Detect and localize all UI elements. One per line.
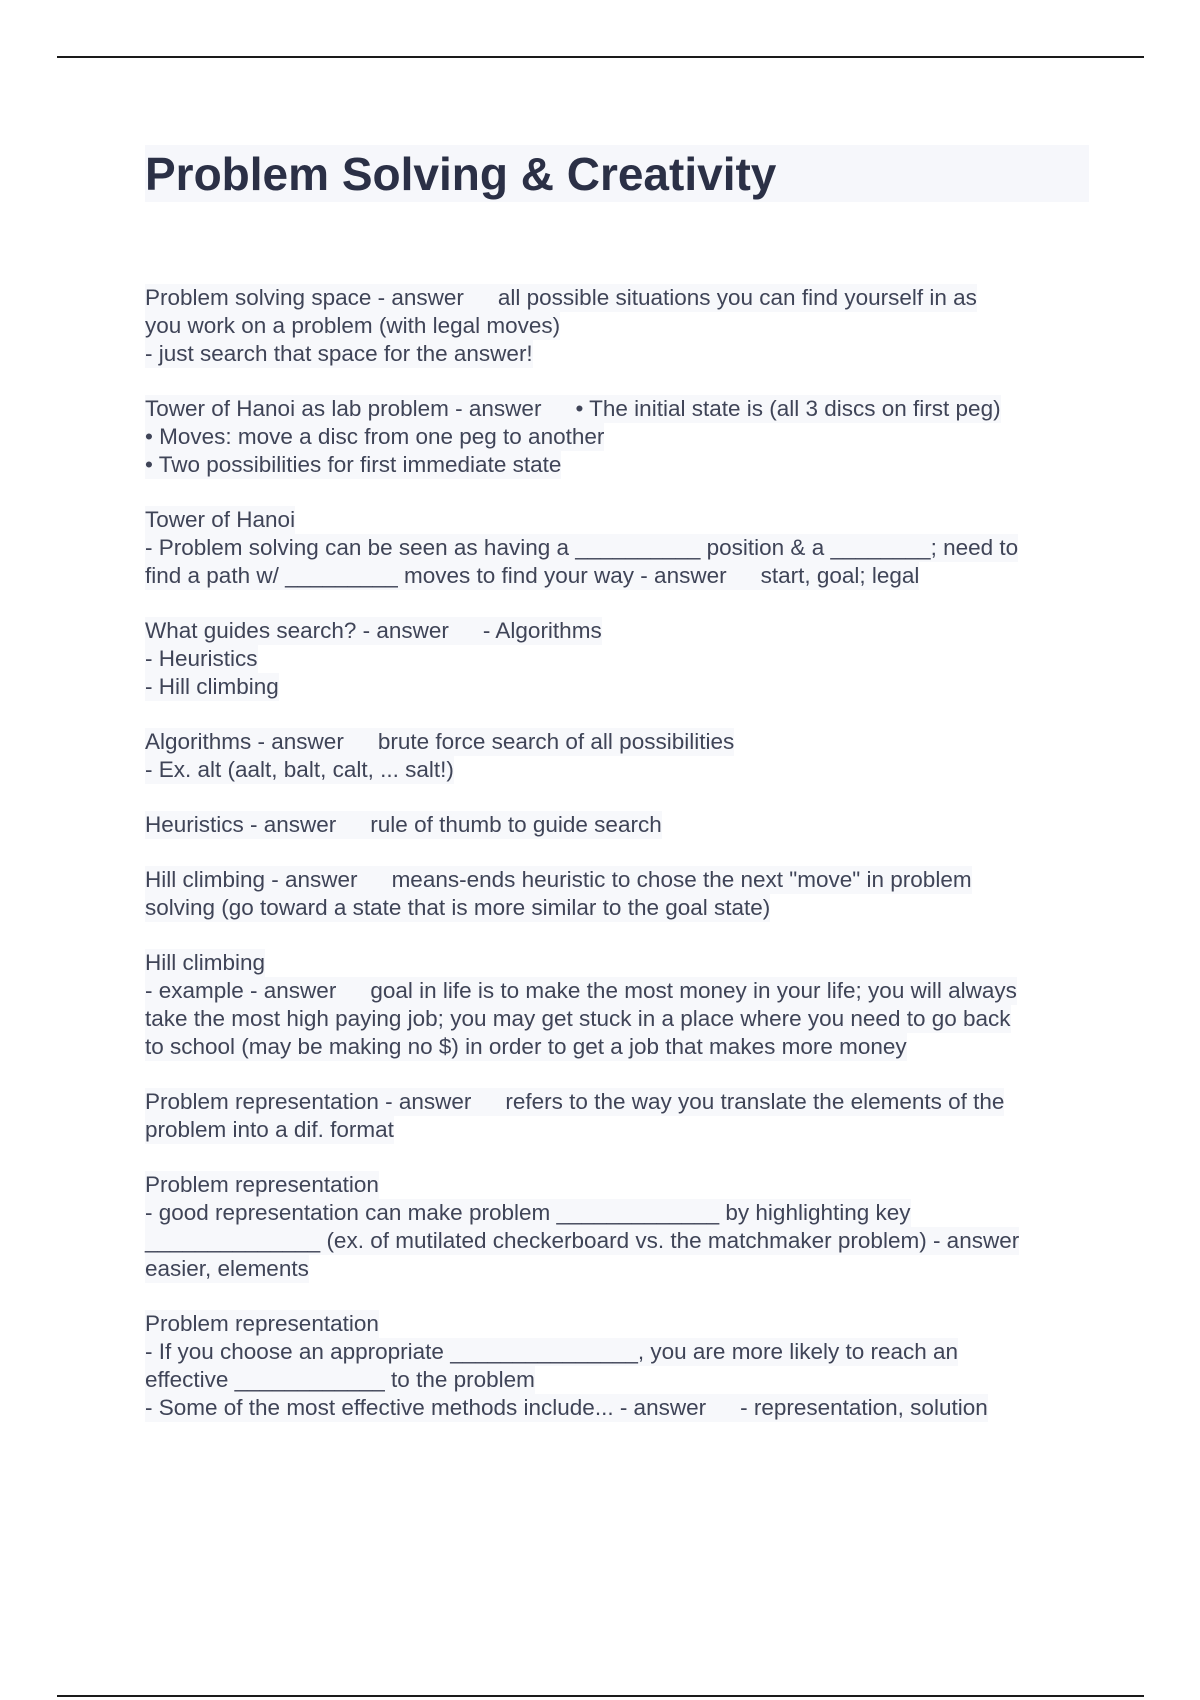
flashcard-line xyxy=(145,977,1017,1005)
flashcard-item xyxy=(145,811,1095,839)
flashcard-line xyxy=(145,1227,1019,1255)
flashcard-text: - Problem solving can be seen as having a __________ position & a ________; need to xyxy=(145,535,1019,560)
flashcard-line xyxy=(145,811,662,839)
flashcard-line xyxy=(145,562,919,590)
flashcard-answer: rule of thumb to guide search xyxy=(370,812,662,837)
flashcard-text: to school (may be making no $) in order to get a job that makes more money xyxy=(145,1034,907,1059)
flashcard-item xyxy=(145,1171,1095,1283)
flashcard-answer: means-ends heuristic to chose the next "move" in problem xyxy=(391,867,972,892)
flashcard-answer: refers to the way you translate the elements of the xyxy=(505,1089,1005,1114)
flashcard-text: Hill climbing - answer xyxy=(145,867,358,892)
flashcard-answer: - representation, solution xyxy=(740,1395,988,1420)
flashcard-line xyxy=(145,1171,379,1199)
flashcard-answer: - Algorithms xyxy=(482,618,602,643)
flashcard-line xyxy=(145,756,454,784)
flashcard-text: Algorithms - answer xyxy=(145,729,344,754)
flashcard-answer: start, goal; legal xyxy=(760,563,920,588)
flashcard-text: - Ex. alt (aalt, balt, calt, ... salt!) xyxy=(145,757,454,782)
flashcard-answer: goal in life is to make the most money in your life; you will always xyxy=(370,978,1017,1003)
flashcard-line xyxy=(145,423,604,451)
flashcard-text: problem into a dif. format xyxy=(145,1117,394,1142)
flashcard-line xyxy=(145,1310,379,1338)
flashcard-item xyxy=(145,395,1095,479)
flashcard-line xyxy=(145,1033,907,1061)
flashcard-item xyxy=(145,866,1095,922)
flashcard-text: - Heuristics xyxy=(145,646,258,671)
flashcard-text: Problem solving space - answer xyxy=(145,285,464,310)
flashcard-line xyxy=(145,1338,958,1366)
flashcard-text: • Moves: move a disc from one peg to another xyxy=(145,424,605,449)
flashcard-item xyxy=(145,728,1095,784)
flashcard-line xyxy=(145,894,770,922)
flashcard-line xyxy=(145,645,258,673)
flashcard-item xyxy=(145,284,1095,368)
flashcard-text: - example - answer xyxy=(145,978,337,1003)
flashcard-item xyxy=(145,949,1095,1061)
page-title: Problem Solving & Creativity xyxy=(145,148,777,200)
flashcard-text: - If you choose an appropriate _______________, you are more likely to reach an xyxy=(145,1339,959,1364)
flashcard-text: you work on a problem (with legal moves) xyxy=(145,313,561,338)
flashcard-text: effective ____________ to the problem xyxy=(145,1367,535,1392)
flashcard-line xyxy=(145,534,1018,562)
flashcard-text: easier, elements xyxy=(145,1256,309,1281)
flashcard-text: Heuristics - answer xyxy=(145,812,337,837)
flashcard-line xyxy=(145,340,533,368)
flashcard-line xyxy=(145,1088,1004,1116)
flashcard-text: solving (go toward a state that is more similar to the goal state) xyxy=(145,895,771,920)
flashcard-text: find a path w/ _________ moves to find your way - answer xyxy=(145,563,727,588)
flashcard-text: Tower of Hanoi as lab problem - answer xyxy=(145,396,542,421)
flashcard-line xyxy=(145,1366,535,1394)
flashcard-text: - Hill climbing xyxy=(145,674,279,699)
flashcard-text: What guides search? - answer xyxy=(145,618,449,643)
flashcard-line xyxy=(145,1116,394,1144)
flashcard-text: • Two possibilities for first immediate state xyxy=(145,452,562,477)
flashcard-answer: • The initial state is (all 3 discs on first peg) xyxy=(575,396,1001,421)
flashcard-line xyxy=(145,617,602,645)
flashcard-text: take the most high paying job; you may get stuck in a place where you need to go back xyxy=(145,1006,1011,1031)
title-block xyxy=(145,145,1089,202)
flashcard-text: Problem representation - answer xyxy=(145,1089,472,1114)
top-rule xyxy=(57,56,1144,58)
flashcard-line xyxy=(145,395,1001,423)
flashcard-line xyxy=(145,451,561,479)
flashcard-item xyxy=(145,617,1095,701)
flashcard-line xyxy=(145,1199,911,1227)
flashcard-item xyxy=(145,1088,1095,1144)
flashcard-line xyxy=(145,1255,309,1283)
flashcard-text: Problem representation xyxy=(145,1311,379,1336)
flashcard-text: Problem representation xyxy=(145,1172,379,1197)
flashcard-item xyxy=(145,1310,1095,1422)
flashcard-answer: all possible situations you can find yourself in as xyxy=(497,285,977,310)
flashcard-text: - good representation can make problem _____________ by highlighting key xyxy=(145,1200,911,1225)
flashcard-answer: brute force search of all possibilities xyxy=(377,729,735,754)
flashcard-list xyxy=(145,284,1095,1449)
flashcard-text: Hill climbing xyxy=(145,950,266,975)
flashcard-line xyxy=(145,284,977,312)
flashcard-text: - Some of the most effective methods include... - answer xyxy=(145,1395,707,1420)
flashcard-text: - just search that space for the answer! xyxy=(145,341,533,366)
flashcard-line xyxy=(145,728,734,756)
flashcard-line xyxy=(145,312,560,340)
flashcard-line xyxy=(145,1394,988,1422)
flashcard-line xyxy=(145,673,279,701)
flashcard-line xyxy=(145,506,295,534)
bottom-rule xyxy=(57,1695,1144,1697)
flashcard-line xyxy=(145,949,265,977)
flashcard-item xyxy=(145,506,1095,590)
flashcard-line xyxy=(145,866,972,894)
flashcard-text: Tower of Hanoi xyxy=(145,507,296,532)
flashcard-text: ______________ (ex. of mutilated checkerboard vs. the matchmaker problem) - answer xyxy=(145,1228,1020,1253)
flashcard-line xyxy=(145,1005,1011,1033)
